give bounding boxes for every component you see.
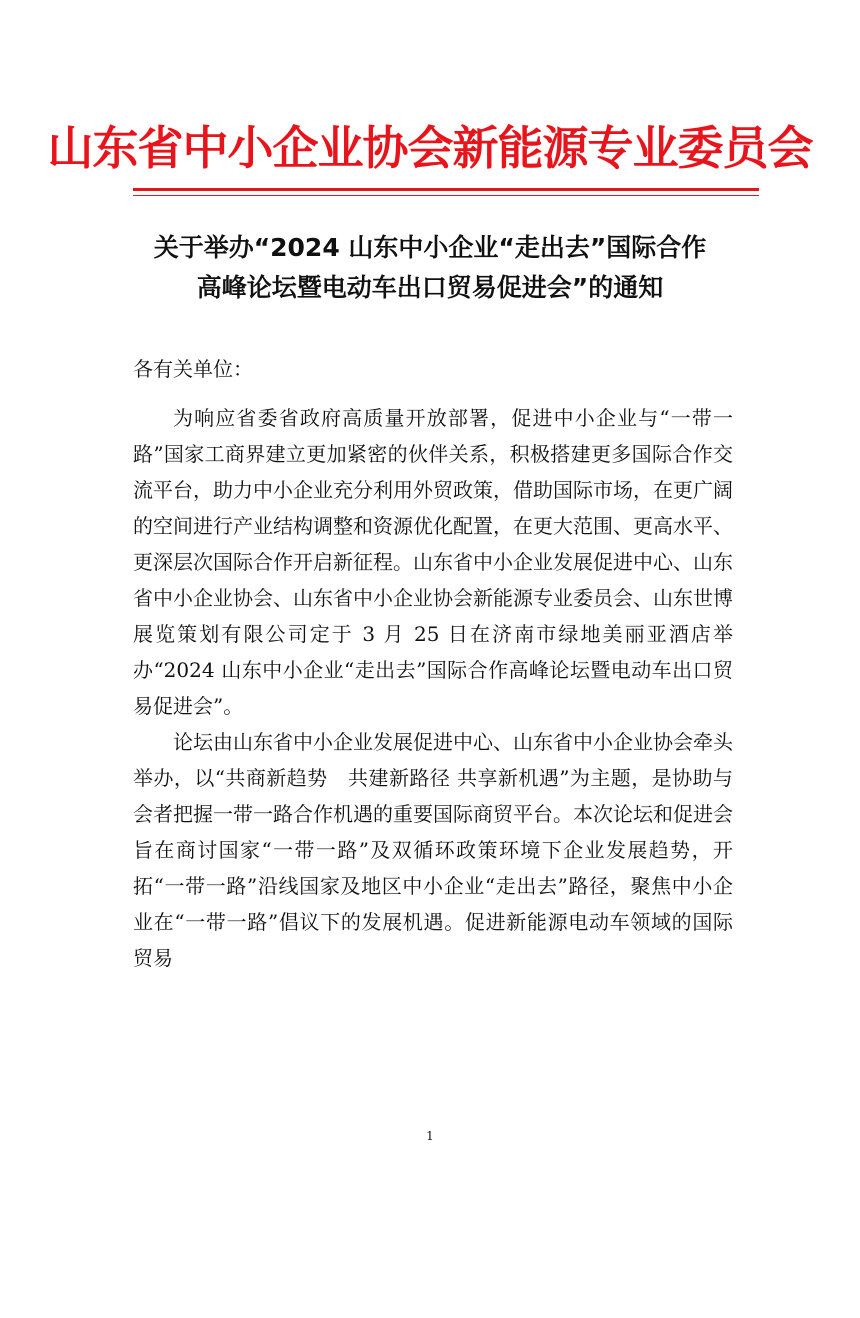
- notice-title: [60, 228, 800, 308]
- letterhead-rule-thick: [133, 188, 759, 191]
- notice-title-line-2: 高峰论坛暨电动车出口贸易促进会”的通知: [196, 273, 664, 302]
- page-number: 1: [426, 1129, 434, 1143]
- salutation: 各有关单位：: [133, 357, 253, 381]
- paragraph: 为响应省委省政府高质量开放部署，促进中小企业与“一带一路”国家工商界建立更加紧密的伙伴关系，积极搭建更多国际合作交流平台，助力中小企业充分利用外贸政策，借助国际市场，在更广阔的空间进行产业结构调整和资源优化配置，在更大范围、更高水平、更深层次国际合作开启新征程。山东省中小企业发展促进中心、山东省中小企业协会、山东省中小企业协会新能源专业委员会、山东世博展览策划有限公司定于 3 月 25 日在济南市绿地美丽亚酒店举办“2024 山东中小企业“走出去”国际合作高峰论坛暨电动车出口贸易促进会”。: [133, 406, 733, 718]
- notice-body: [133, 400, 733, 976]
- letterhead-title: 山东省中小企业协会新能源专业委员会: [47, 121, 813, 175]
- paragraph: 论坛由山东省中小企业发展促进中心、山东省中小企业协会牵头举办，以“共商新趋势 共建新路径 共享新机遇”为主题，是协助与会者把握一带一路合作机遇的重要国际商贸平台。本次论坛和促进会旨在商讨国家“一带一路”及双循环政策环境下企业发展趋势，开拓“一带一路”沿线国家及地区中小企业“走出去”路径，聚焦中小企业在“一带一路”倡议下的发展机遇。促进新能源电动车领域的国际贸易: [133, 730, 733, 970]
- letterhead-rule-thin: [133, 195, 759, 196]
- notice-title-line-1: 关于举办“2024 山东中小企业“走出去”国际合作: [153, 233, 707, 262]
